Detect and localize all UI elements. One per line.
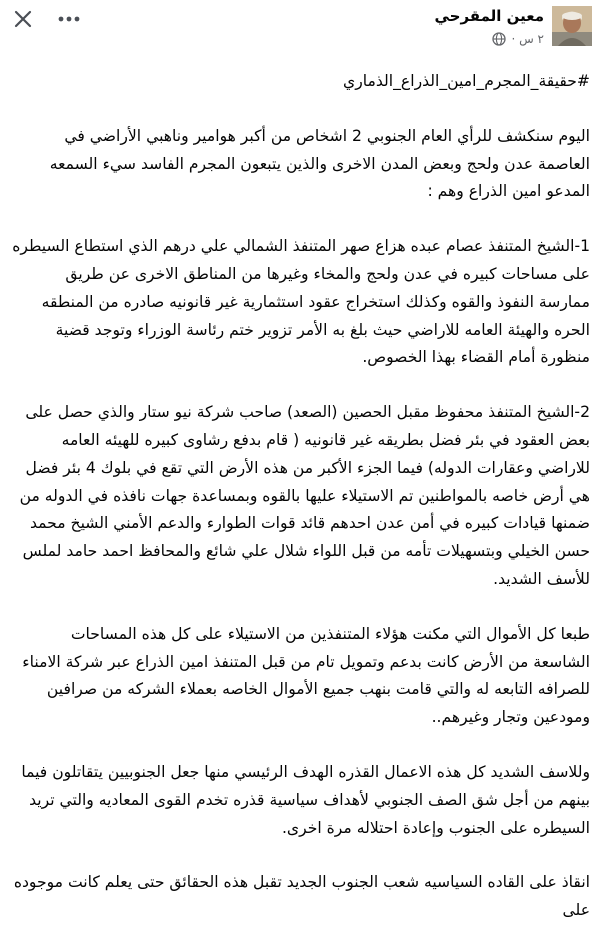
author-name[interactable]: معين المقرحي xyxy=(434,7,544,25)
more-options-button[interactable] xyxy=(52,4,86,34)
post-meta xyxy=(492,32,544,46)
post-paragraph-2: 2-الشيخ المتنفذ محفوظ مقبل الحصين (الصعد) صاحب شركة نيو ستار والذي حصل على بعض العقود في بئر فضل بطريقه غير قانونيه ( قام بدفع رشاوى كبيره للهيئه العامه للاراضي وعقارات الدوله) فيما الجزء الأكبر من هذه الأرض التي تقع في بلوك 4 بئر فضل هي أرض خاصه بالمواطنين تم الاستيلاء عليها بالقوه وبمساعدة جهات نافذه في الدوله من ضمنها قيادات كبيره في أمن عدن احدهم قائد قوات الطوارء والدعم الأمني الشيخ محمد حسن الخيلي وبتسهيلات تأمه من قبل اللواء شلال علي شائع والمحافظ احمد حامد لملس للأسف الشديد. xyxy=(19,403,590,588)
post-paragraph-intro: اليوم سنكشف للرأي العام الجنوبي 2 اشخاص من أكبر هوامير وناهبي الأراضي في العاصمة عدن ولحج وبعض المدن الاخرى والذين يتبعون المجرم الفاسد سيء السمعه المدعو امين الذراع وهم : xyxy=(49,126,590,201)
post-time[interactable]: ٢ س · xyxy=(511,32,544,46)
avatar[interactable] xyxy=(552,6,592,46)
post-content xyxy=(10,68,590,952)
close-icon xyxy=(14,10,32,28)
close-button[interactable] xyxy=(8,4,38,34)
post-paragraph-4: وللاسف الشديد كل هذه الاعمال القذره الهدف الرئيسي منها جعل الجنوبيين يتقاتلون فيما بينهم من أجل شق الصف الجنوبي لأهداف سياسية قذره تخدم القوى المعاديه والتي تريد السيطره على الجنوب وإعادة احتلاله مرة اخرى. xyxy=(21,762,590,837)
post-paragraph-5: انقاذ على القاده السياسيه شعب الجنوب الجديد تقبل هذه الحقائق حتى يعلم كانت موجوده على xyxy=(13,873,590,920)
hashtag-link[interactable]: #حقيقة_المجرم_امين_الذراع_الذماري xyxy=(343,72,590,90)
post-paragraph-1: 1-الشيخ المتنفذ عصام عبده هزاع صهر المتنفذ الشمالي علي درهم الذي استطاع السيطره على مساحات كبيره في عدن ولحج والمخاء وغيرها من المناطق الاخرى عن طريق ممارسة النفوذ والقوه وكذلك استخراج عقود استثمارية غير قانونيه صادره من المنطقه الحره والهيئة العامه للاراضي حيث بلغ به الأمر تزوير ختم رئاسة الوزراء وتوجد قضية منظورة أمام القضاء بهذا الخصوص. xyxy=(12,237,590,367)
post-paragraph-3: طبعا كل الأموال التي مكنت هؤلاء المتنفذين من الاستيلاء على كل هذه المساحات الشاسعة من الأرض كانت بدعم وتمويل تام من قبل المتنفذ امين الذراع عبر شركة الامناء للصرافه التابعه له والتي قامت بنهب جميع الأموال الخاصه بعملاء الشركه من صرافين ومودعين وتجار وغيرهم.. xyxy=(22,624,590,727)
more-options-icon xyxy=(58,16,80,22)
globe-icon xyxy=(492,32,506,46)
